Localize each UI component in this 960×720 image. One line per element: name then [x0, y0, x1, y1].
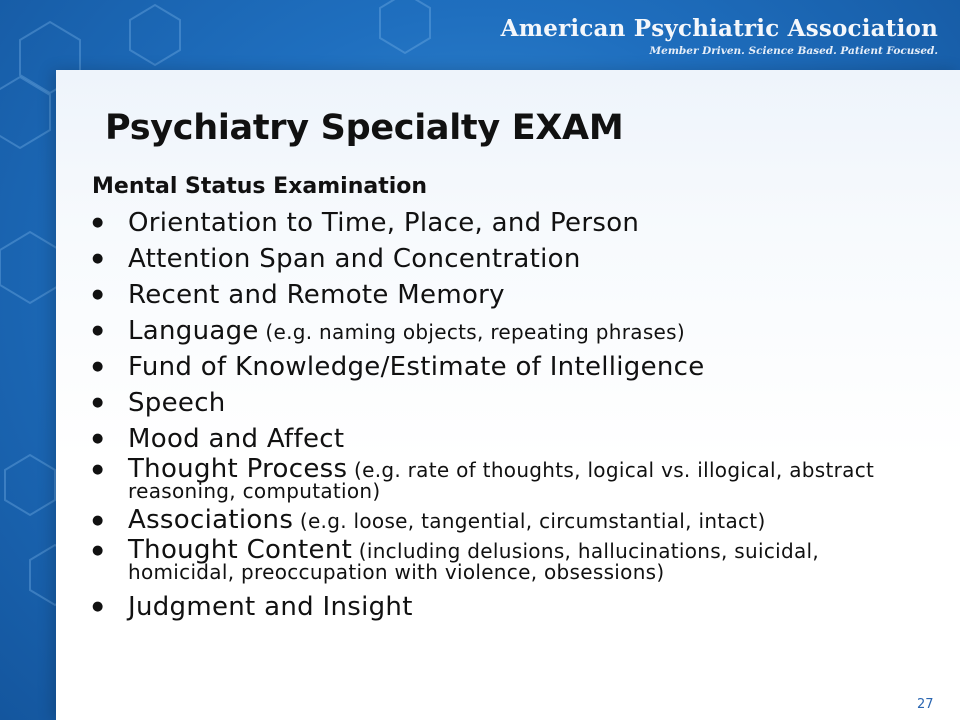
list-item: [92, 277, 912, 313]
brand-logo: [501, 14, 938, 57]
bullet-icon: ●: [92, 543, 104, 558]
list-item: [92, 421, 912, 457]
item-note: (e.g. rate of thoughts, logical vs. illogical, abstract reasoning, computation): [128, 458, 875, 503]
bullet-icon: ●: [92, 287, 104, 302]
list-item: [92, 349, 912, 385]
bullet-icon: ●: [92, 513, 104, 528]
list-item: [92, 313, 912, 349]
section-heading: Mental Status Examination: [92, 174, 428, 199]
bullet-icon: ●: [92, 215, 104, 230]
list-item: [92, 535, 912, 589]
item-note: (e.g. naming objects, repeating phrases): [258, 320, 685, 344]
item-label: Judgment and Insight: [128, 592, 413, 622]
item-label: Attention Span and Concentration: [128, 244, 581, 274]
bullet-icon: ●: [92, 395, 104, 410]
item-label: Fund of Knowledge/Estimate of Intelligence: [128, 352, 705, 382]
list-item: [92, 589, 912, 625]
item-label: Mood and Affect: [128, 424, 345, 454]
bullet-icon: ●: [92, 599, 104, 614]
item-label: Recent and Remote Memory: [128, 280, 505, 310]
slide-title: Psychiatry Specialty EXAM: [105, 108, 624, 148]
item-note: (e.g. loose, tangential, circumstantial, intact): [293, 509, 766, 533]
list-item: [92, 205, 912, 241]
list-item: [92, 385, 912, 421]
item-label: Language: [128, 316, 259, 346]
page-number: 27: [917, 697, 934, 712]
bullet-icon: ●: [92, 431, 104, 446]
bullet-icon: ●: [92, 323, 104, 338]
list-item: [92, 454, 912, 508]
item-label: Thought Content: [128, 535, 353, 565]
item-label: Orientation to Time, Place, and Person: [128, 208, 640, 238]
list-item: [92, 505, 912, 538]
item-label: Associations: [128, 505, 294, 535]
item-label: Speech: [128, 388, 226, 418]
brand-tagline: Member Driven. Science Based. Patient Focused.: [649, 45, 938, 57]
bullet-icon: ●: [92, 251, 104, 266]
list-item: [92, 241, 912, 277]
item-note: (including delusions, hallucinations, suicidal, homicidal, preoccupation with violence, obsessions): [128, 539, 820, 584]
exam-items-list: [92, 205, 912, 625]
item-label: Thought Process: [128, 454, 348, 484]
bullet-icon: ●: [92, 359, 104, 374]
bullet-icon: ●: [92, 462, 104, 477]
brand-name: American Psychiatric Association: [500, 15, 938, 42]
